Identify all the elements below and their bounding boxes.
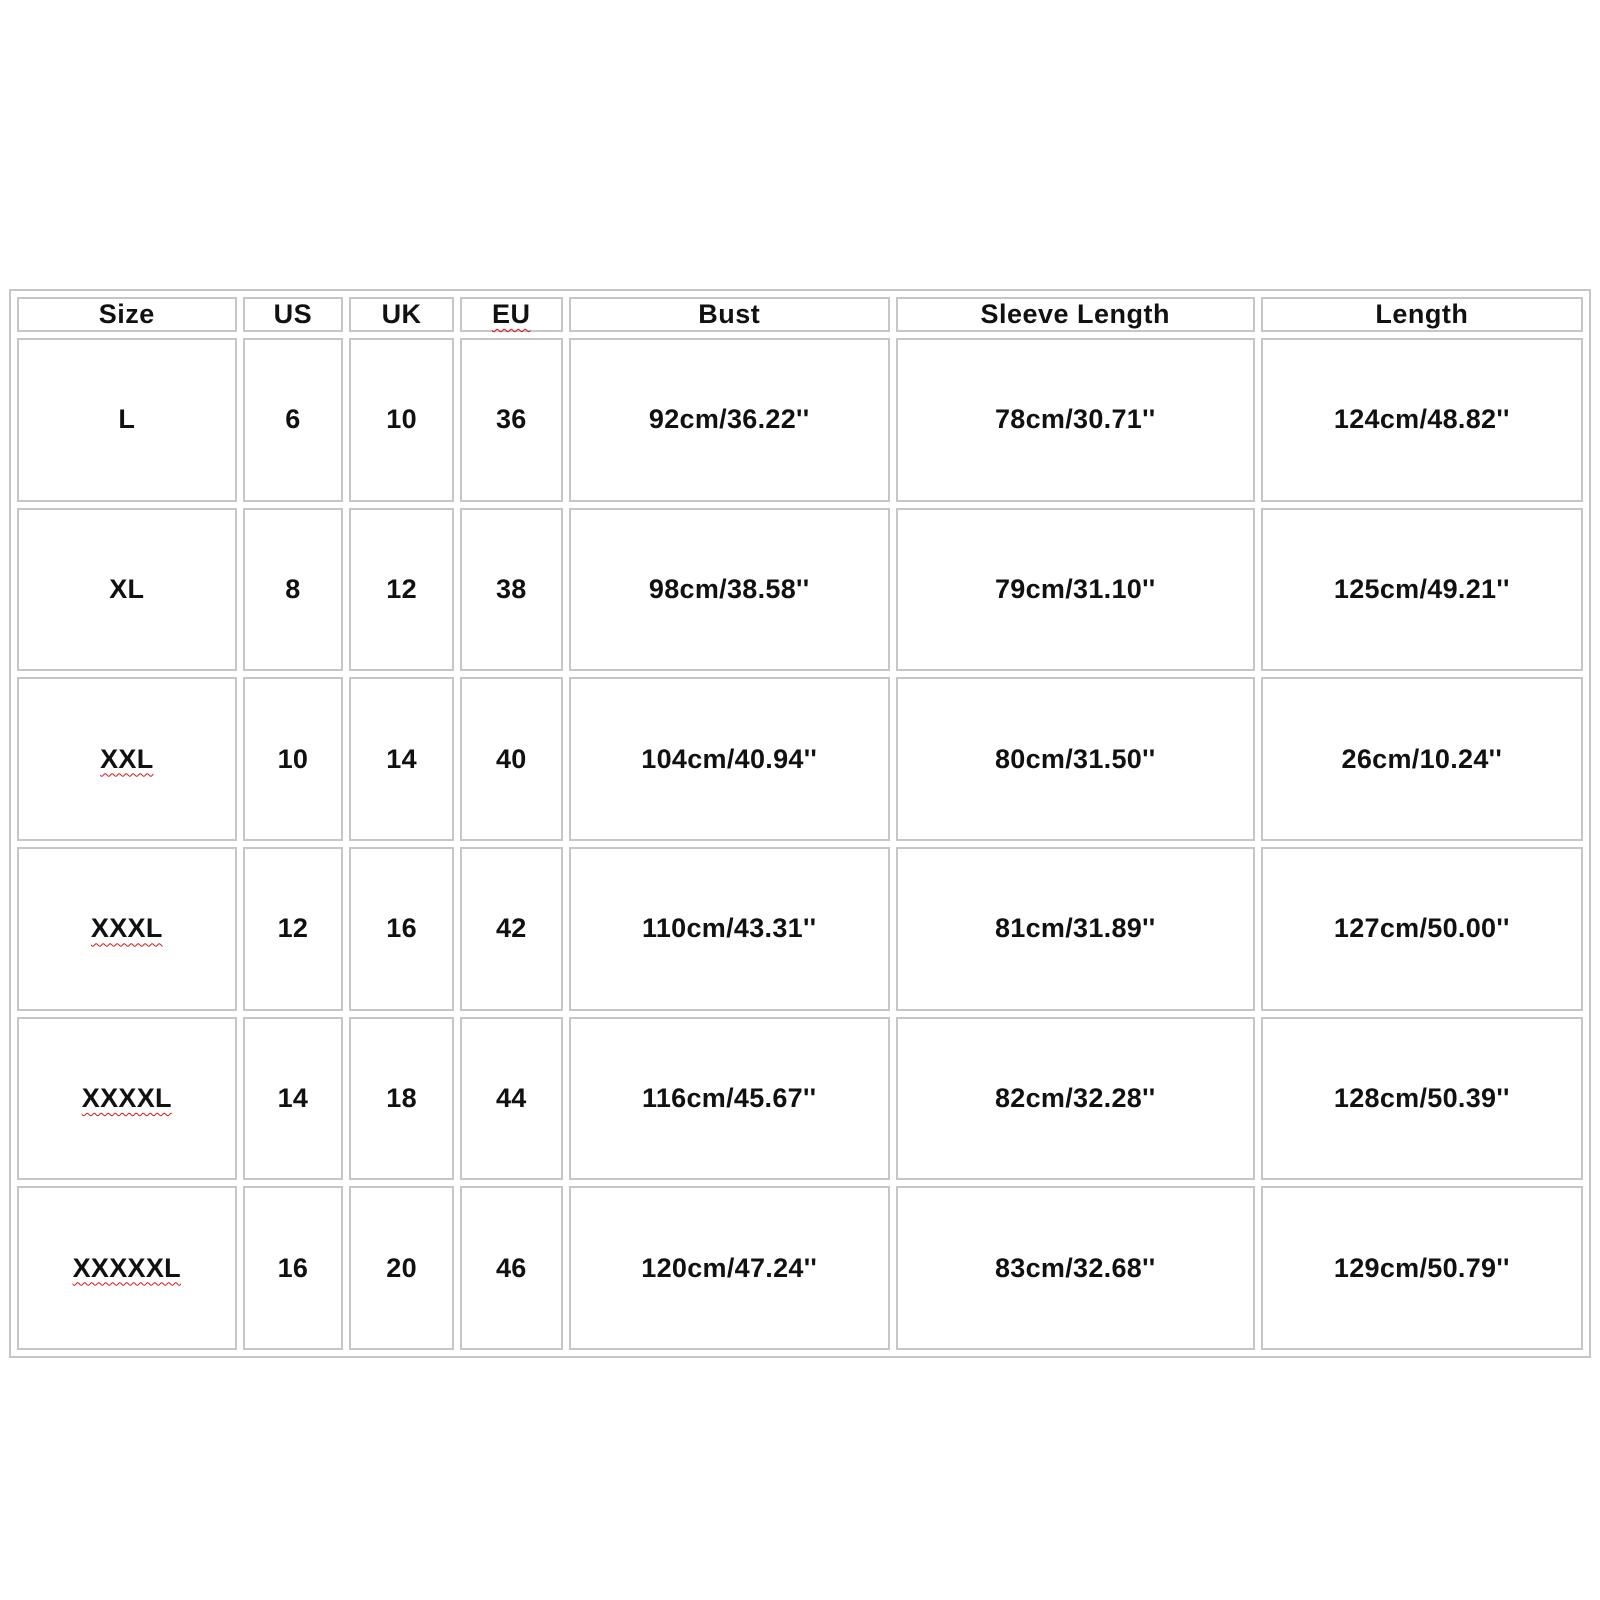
header-size: Size <box>17 297 237 332</box>
cell-size: L <box>17 338 237 502</box>
header-row <box>17 297 1583 332</box>
cell-bust: 98cm/38.58'' <box>569 508 890 672</box>
cell-us: 16 <box>243 1186 344 1350</box>
cell-size-label: XXXXL <box>81 1082 172 1113</box>
header-eu-label: EU <box>492 299 531 329</box>
cell-eu: 36 <box>460 338 563 502</box>
header-bust: Bust <box>569 297 890 332</box>
header-us: US <box>243 297 344 332</box>
cell-length: 127cm/50.00'' <box>1261 847 1583 1011</box>
cell-size <box>17 677 237 841</box>
cell-uk: 14 <box>349 677 454 841</box>
cell-us: 12 <box>243 847 344 1011</box>
cell-eu: 38 <box>460 508 563 672</box>
cell-sleeve-length: 80cm/31.50'' <box>896 677 1255 841</box>
cell-uk: 16 <box>349 847 454 1011</box>
cell-eu: 44 <box>460 1017 563 1181</box>
cell-length: 128cm/50.39'' <box>1261 1017 1583 1181</box>
table-row <box>17 847 1583 1011</box>
cell-length: 26cm/10.24'' <box>1261 677 1583 841</box>
cell-size <box>17 1017 237 1181</box>
cell-bust: 110cm/43.31'' <box>569 847 890 1011</box>
cell-uk: 10 <box>349 338 454 502</box>
cell-size <box>17 847 237 1011</box>
cell-size: XL <box>17 508 237 672</box>
table-row <box>17 1186 1583 1350</box>
cell-us: 14 <box>243 1017 344 1181</box>
cell-bust: 116cm/45.67'' <box>569 1017 890 1181</box>
table-row <box>17 338 1583 502</box>
cell-length: 125cm/49.21'' <box>1261 508 1583 672</box>
header-length: Length <box>1261 297 1583 332</box>
cell-size-label: XXXXXL <box>72 1252 181 1283</box>
cell-sleeve-length: 82cm/32.28'' <box>896 1017 1255 1181</box>
cell-eu: 46 <box>460 1186 563 1350</box>
cell-sleeve-length: 83cm/32.68'' <box>896 1186 1255 1350</box>
cell-eu: 40 <box>460 677 563 841</box>
cell-bust: 104cm/40.94'' <box>569 677 890 841</box>
size-chart-table <box>9 289 1591 1358</box>
cell-uk: 20 <box>349 1186 454 1350</box>
cell-bust: 120cm/47.24'' <box>569 1186 890 1350</box>
cell-size <box>17 1186 237 1350</box>
table-row <box>17 508 1583 672</box>
cell-us: 6 <box>243 338 344 502</box>
cell-sleeve-length: 79cm/31.10'' <box>896 508 1255 672</box>
cell-us: 8 <box>243 508 344 672</box>
table-row <box>17 677 1583 841</box>
cell-eu: 42 <box>460 847 563 1011</box>
cell-uk: 12 <box>349 508 454 672</box>
cell-sleeve-length: 81cm/31.89'' <box>896 847 1255 1011</box>
cell-length: 124cm/48.82'' <box>1261 338 1583 502</box>
cell-bust: 92cm/36.22'' <box>569 338 890 502</box>
cell-length: 129cm/50.79'' <box>1261 1186 1583 1350</box>
table-row <box>17 1017 1583 1181</box>
cell-sleeve-length: 78cm/30.71'' <box>896 338 1255 502</box>
header-uk: UK <box>349 297 454 332</box>
cell-uk: 18 <box>349 1017 454 1181</box>
header-sleeve-length: Sleeve Length <box>896 297 1255 332</box>
cell-size-label: XXL <box>100 743 154 774</box>
header-eu <box>460 297 563 332</box>
cell-us: 10 <box>243 677 344 841</box>
cell-size-label: XXXL <box>90 913 163 944</box>
